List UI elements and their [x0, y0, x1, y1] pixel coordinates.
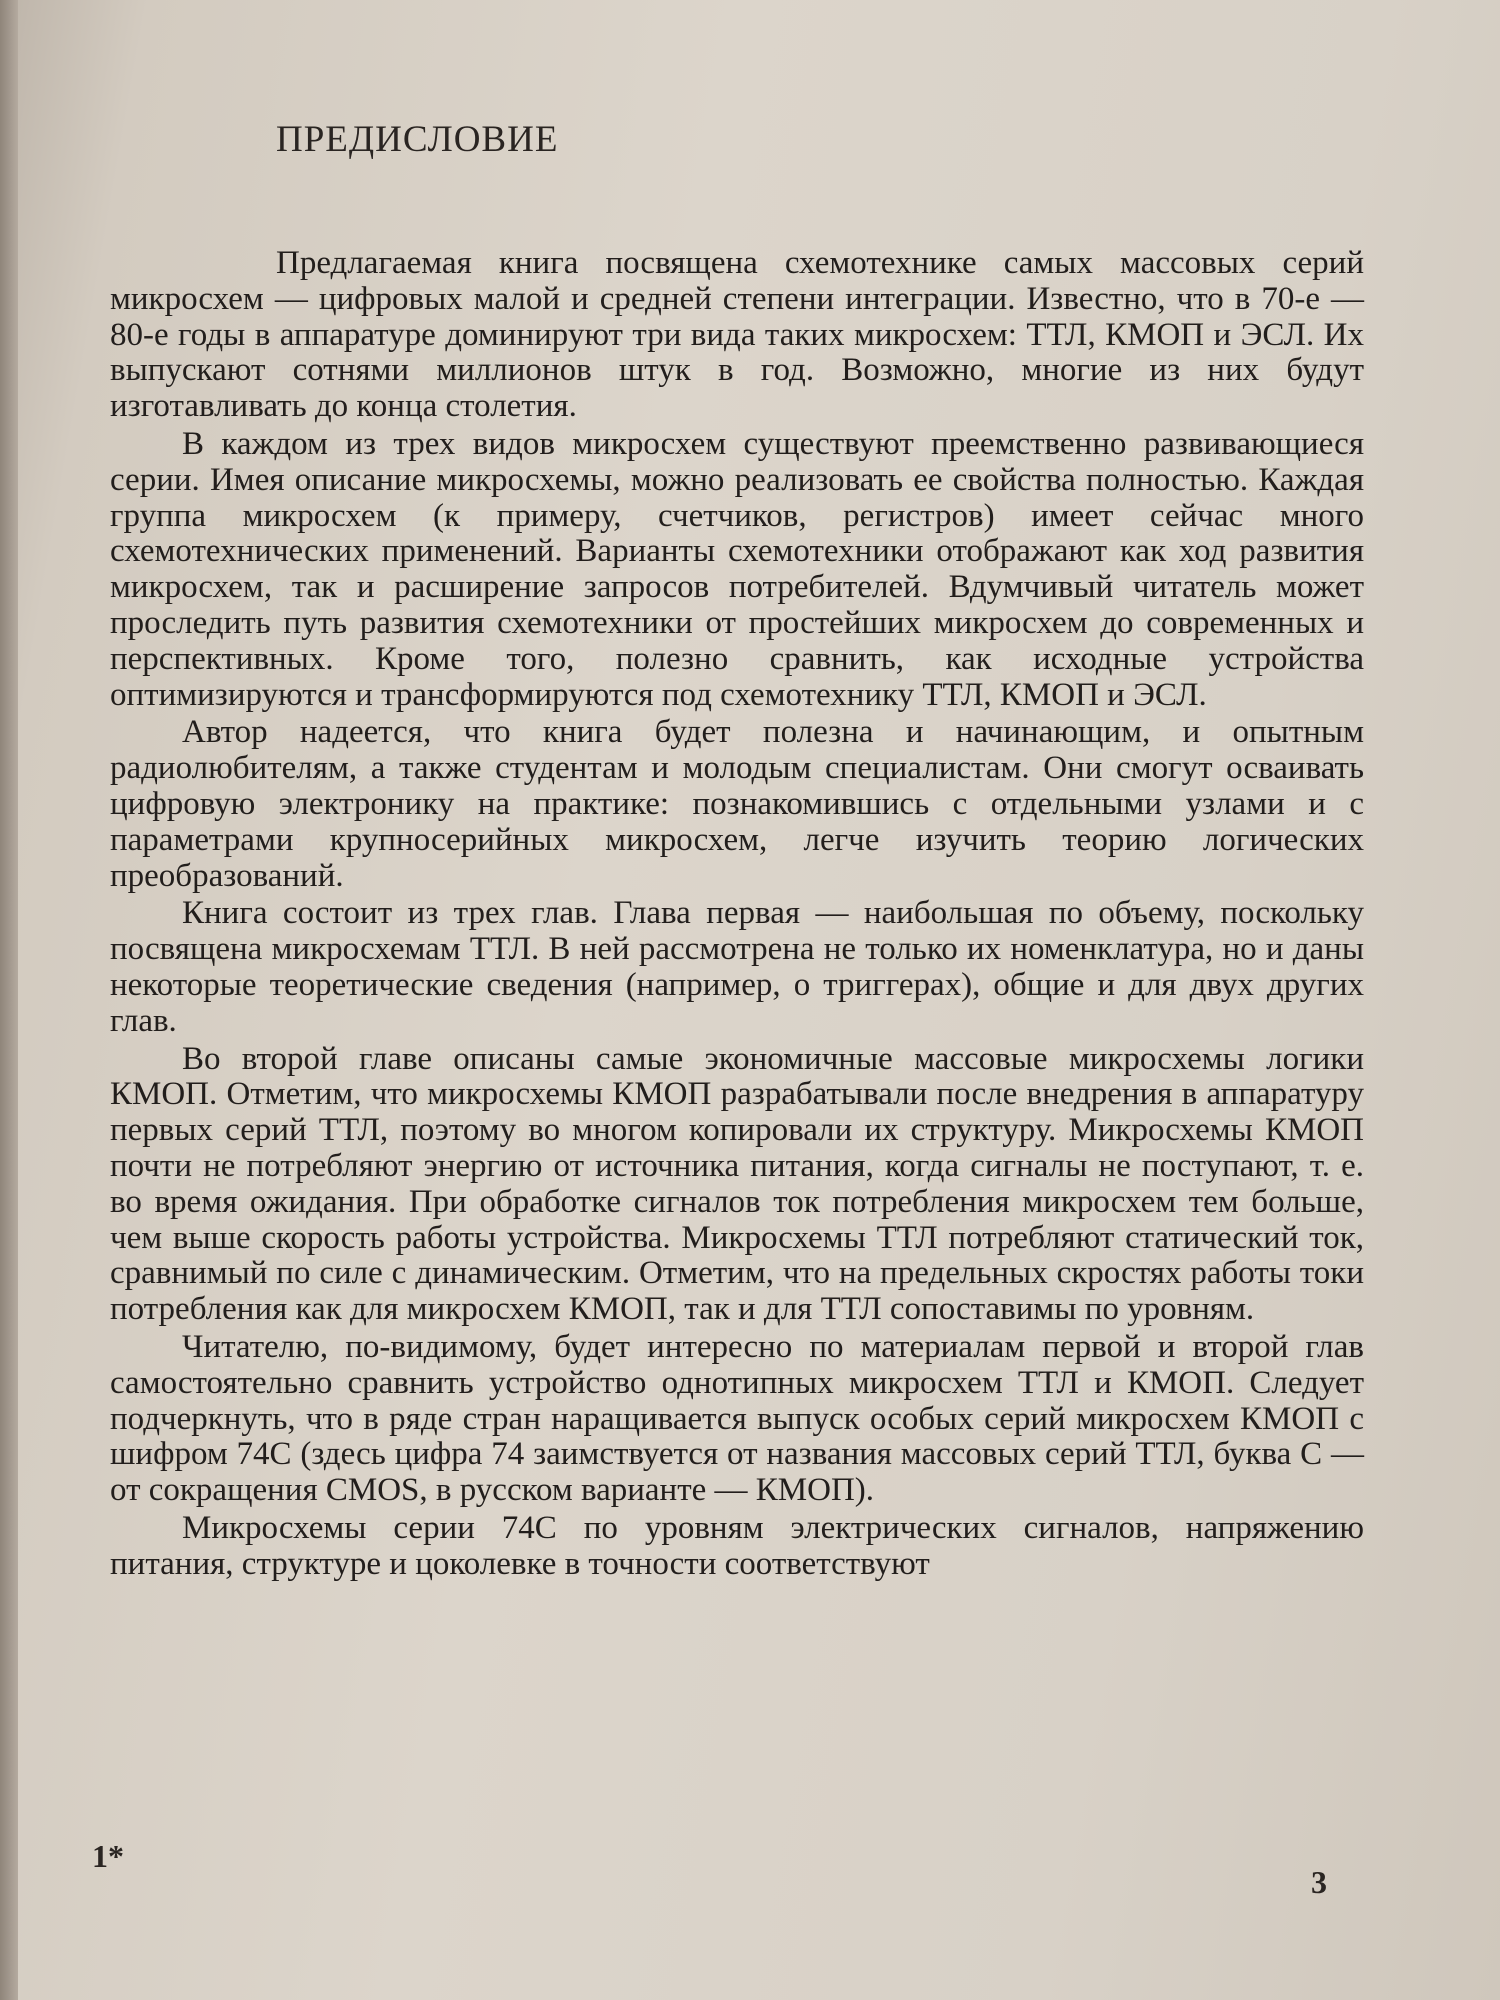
- page-number: 3: [1311, 1864, 1327, 1900]
- body-text: [110, 246, 1364, 1584]
- paragraph-2: В каждом из трех видов микросхем существуют преемственно развивающиеся серии. Имея описание микросхемы, можно реализовать ее свойства полностью. Каждая группа микросхем (к примеру, счетчиков, регистров) имеет сейчас много схемотехнических применений. Варианты схемотехники отображают как ход развития микросхем, так и расширение запросов потребителей. Вдумчивый читатель может проследить путь развития схемотехники от простейших микросхем до современных и перспективных. Кроме того, полезно сравнить, как исходные устройства оптимизируются и трансформируются под схемотехнику ТТЛ, КМОП и ЭСЛ.: [110, 425, 1364, 713]
- paragraph-4: Книга состоит из трех глав. Глава первая — наибольшая по объему, поскольку посвящена микросхемам ТТЛ. В ней рассмотрена не только их номенклатура, но и даны некоторые теоретические сведения (например, о триггерах), общие и для двух других глав.: [110, 895, 1364, 1039]
- paragraph-7: Микросхемы серии 74С по уровням электрических сигналов, напряжению питания, структуре и цоколевке в точности соответствуют: [110, 1509, 1364, 1582]
- page-heading: ПРЕДИСЛОВИЕ: [276, 119, 559, 160]
- paragraph-6: Читателю, по-видимому, будет интересно по материалам первой и второй глав самостоятельно сравнить устройство однотипных микросхем ТТЛ и КМОП. Следует подчеркнуть, что в ряде стран наращивается выпуск особых серий микросхем КМОП с шифром 74С (здесь цифра 74 заимствуется от названия массовых серий ТТЛ, буква С — от сокращения CMOS, в русском варианте — КМОП).: [110, 1328, 1364, 1509]
- page-binding-edge: [0, 0, 18, 2000]
- paragraph-1: Предлагаемая книга посвящена схемотехнике самых массовых серий микросхем — цифровых малой и средней степени интеграции. Известно, что в 70-е — 80-е годы в аппаратуре доминируют три вида таких микросхем: ТТЛ, КМОП и ЭСЛ. Их выпускают сотнями миллионов штук в год. Возможно, многие из них будут изготавливать до конца столетия.: [110, 245, 1364, 425]
- signature-mark: 1*: [92, 1838, 124, 1874]
- paragraph-5: Во второй главе описаны самые экономичные массовые микросхемы логики КМОП. Отметим, что микросхемы КМОП разрабатывали после внедрения в аппаратуру первых серий ТТЛ, поэтому во многом копировали их структуру. Микросхемы КМОП почти не потребляют энергию от источника питания, когда сигналы не поступают, т. е. во время ожидания. При обработке сигналов ток потребления микросхем тем больше, чем выше скорость работы устройства. Микросхемы ТТЛ потребляют статический ток, сравнимый по силе с динамическим. Отметим, что на предельных скростях работы токи потребления как для микросхем КМОП, так и для ТТЛ сопоставимы по уровням.: [110, 1040, 1364, 1328]
- paragraph-3: Автор надеется, что книга будет полезна и начинающим, и опытным радиолюбителям, а также студентам и молодым специалистам. Они смогут осваивать цифровую электронику на практике: познакомившись с отдельными узлами и с параметрами крупносерийных микросхем, легче изучить теорию логических преобразований.: [110, 714, 1364, 894]
